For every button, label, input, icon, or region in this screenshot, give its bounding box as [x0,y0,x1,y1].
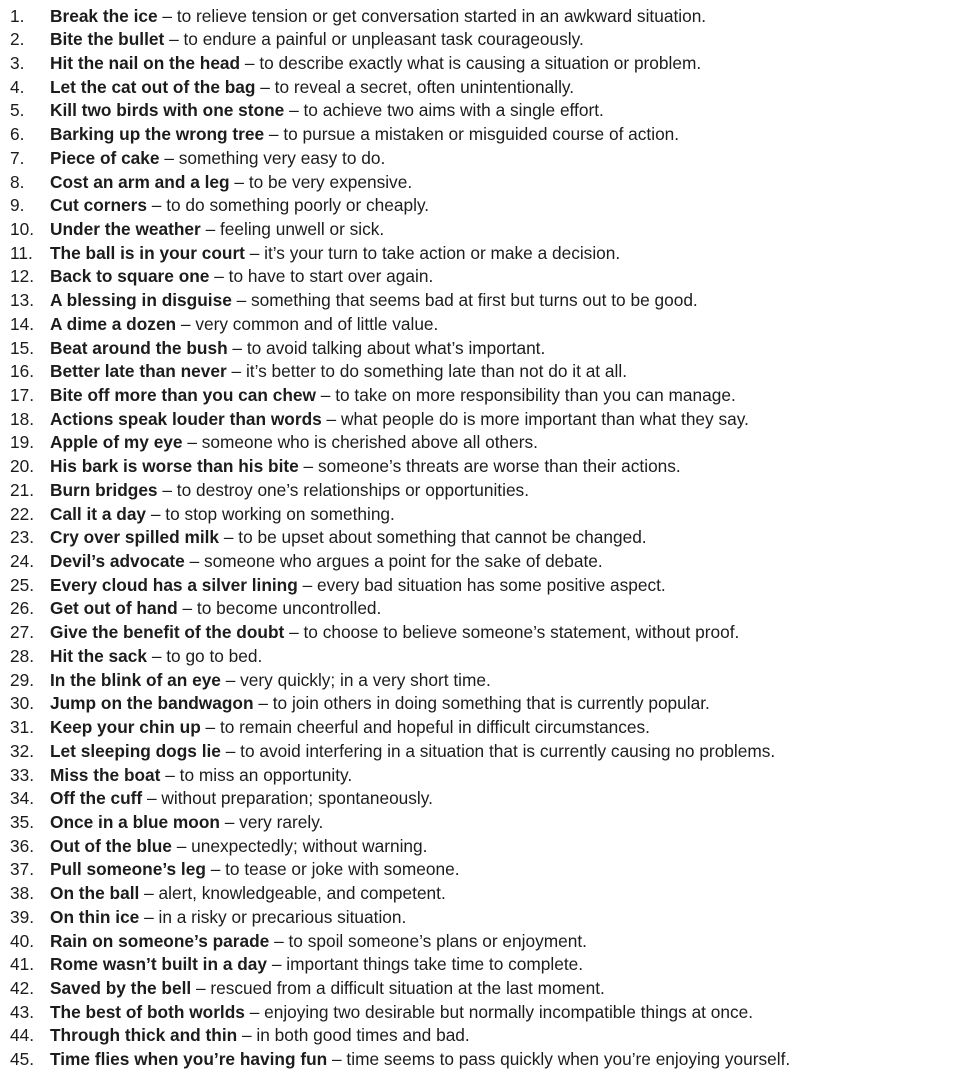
idiom-meaning: it’s better to do something late than not do it at all. [245,361,628,382]
idiom-meaning: to be very expensive. [248,171,413,192]
dash-separator: – [321,408,341,429]
dash-separator: – [231,290,252,311]
idiom-meaning: to remain cheerful and hopeful in difficult circumstances. [219,717,650,738]
dash-separator: – [142,788,162,809]
idiom-phrase: In the blink of an eye [50,669,221,690]
idiom-phrase: On thin ice [50,906,140,927]
idiom-entry [50,645,262,669]
idiom-entry [50,882,446,906]
dash-separator: – [219,811,240,832]
idiom-meaning: to avoid talking about what’s important. [246,337,546,358]
dash-separator: – [191,977,211,998]
idiom-meaning: feeling unwell or sick. [219,218,385,239]
idiom-entry [50,360,627,384]
item-number: 40. [10,930,35,951]
idiom-entry [50,194,429,218]
item-number: 6. [10,124,25,145]
dash-separator: – [284,622,304,643]
idiom-entry [50,787,433,811]
idiom-entry [50,764,352,788]
idiom-entry [50,669,491,693]
item-number: 36. [10,835,35,856]
idiom-meaning: to destroy one’s relationships or opportunities. [176,479,529,500]
idiom-entry [50,76,574,100]
item-number: 14. [10,313,35,334]
idiom-entry [50,835,427,859]
item-number: 29. [10,669,35,690]
dash-separator: – [240,52,260,73]
idiom-entry [50,408,749,432]
idiom-entry [50,1024,470,1048]
item-number: 32. [10,740,35,761]
idiom-meaning: every bad situation has some positive aspect. [317,574,666,595]
item-number: 24. [10,551,35,572]
idiom-phrase: Let the cat out of the bag [50,76,256,97]
dash-separator: – [255,76,275,97]
idiom-entry [50,242,620,266]
dash-separator: – [146,503,166,524]
idiom-entry [50,574,666,598]
idiom-meaning: in both good times and bad. [256,1025,470,1046]
idiom-meaning: in a risky or precarious situation. [158,906,407,927]
item-number: 35. [10,811,35,832]
item-number: 38. [10,883,35,904]
idiom-entry [50,289,698,313]
dash-separator: – [160,764,180,785]
idiom-phrase: Cost an arm and a leg [50,171,230,192]
idiom-entry [50,431,538,455]
dash-separator: – [157,479,177,500]
dash-separator: – [182,432,202,453]
idiom-phrase: Through thick and thin [50,1025,238,1046]
idiom-meaning: something that seems bad at first but turns out to be good. [251,290,698,311]
idiom-meaning: what people do is more important than what they say. [340,408,749,429]
item-number: 4. [10,76,25,97]
item-number: 31. [10,717,35,738]
idiom-phrase: Kill two birds with one stone [50,100,285,121]
dash-separator: – [147,195,167,216]
item-number: 41. [10,954,35,975]
idiom-meaning: to endure a painful or unpleasant task courageously. [183,29,584,50]
idiom-meaning: to spoil someone’s plans or enjoyment. [288,930,587,951]
idiom-phrase: Piece of cake [50,147,160,168]
item-number: 23. [10,527,35,548]
dash-separator: – [220,669,241,690]
idiom-phrase: On the ball [50,883,140,904]
idiom-entry [50,930,587,954]
idiom-entry [50,218,384,242]
idiom-meaning: to stop working on something. [165,503,395,524]
dash-separator: – [244,242,265,263]
idiom-entry [50,550,603,574]
idiom-meaning: very common and of little value. [195,313,439,334]
item-number: 45. [10,1049,35,1070]
idiom-meaning: someone’s threats are worse than their actions. [317,456,681,477]
dash-separator: – [253,693,273,714]
item-number: 33. [10,764,35,785]
idiom-entry [50,5,706,29]
idiom-meaning: to miss an opportunity. [179,764,353,785]
item-number: 11. [10,242,33,263]
dash-separator: – [227,337,247,358]
idiom-entry [50,52,701,76]
dash-separator: – [184,551,205,572]
item-number: 43. [10,1001,35,1022]
idiom-entry [50,906,406,930]
idiom-meaning: to tease or joke with someone. [225,859,460,880]
idiom-meaning: without preparation; spontaneously. [161,788,433,809]
idiom-phrase: A blessing in disguise [50,290,232,311]
dash-separator: – [209,266,229,287]
idiom-meaning: someone who argues a point for the sake of debate. [204,551,603,572]
dash-separator: – [200,218,220,239]
idiom-entry [50,740,775,764]
idiom-phrase: Under the weather [50,218,201,239]
idiom-meaning: to reveal a secret, often unintentionally. [274,76,575,97]
item-number: 7. [10,147,25,168]
item-number: 34. [10,788,35,809]
item-number: 12. [10,266,35,287]
idiom-phrase: Cut corners [50,195,147,216]
idiom-entry [50,621,739,645]
idiom-phrase: A dime a dozen [50,313,177,334]
idiom-entry [50,313,438,337]
item-number: 15. [10,337,35,358]
item-number: 30. [10,693,35,714]
idiom-meaning: unexpectedly; without warning. [191,835,428,856]
idiom-entry [50,479,529,503]
dash-separator: – [264,124,284,145]
idiom-meaning: to take on more responsibility than you can manage. [335,385,736,405]
idiom-phrase: Actions speak louder than words [50,408,322,429]
idiom-meaning: to join others in doing something that is currently popular. [272,693,710,714]
dash-separator: – [157,5,177,26]
idiom-phrase: Off the cuff [50,788,143,809]
idiom-phrase: The best of both worlds [50,1001,245,1022]
idiom-phrase: The ball is in your court [50,242,245,263]
idiom-entry [50,99,604,123]
dash-separator: – [177,598,197,619]
dash-separator: – [171,835,192,856]
idiom-meaning: to avoid interfering in a situation that is currently causing no problems. [240,740,776,761]
idiom-meaning: to relieve tension or get conversation started in an awkward situation. [176,5,707,26]
idiom-phrase: Apple of my eye [50,432,183,453]
dash-separator: – [226,361,246,382]
idiom-phrase: Devil’s advocate [50,551,185,572]
item-number: 3. [10,52,25,73]
item-number: 5. [10,100,25,121]
idiom-phrase: Hit the nail on the head [50,52,241,73]
idiom-phrase: Give the benefit of the doubt [50,622,285,643]
idiom-phrase: Keep your chin up [50,717,201,738]
dash-separator: – [176,313,196,334]
idiom-entry [50,337,545,361]
item-number: 42. [10,977,35,998]
idiom-meaning: to achieve two aims with a single effort. [303,100,604,121]
item-number: 37. [10,859,35,880]
idiom-meaning: to have to start over again. [228,266,434,287]
idiom-phrase: Burn bridges [50,479,158,500]
idiom-meaning: to describe exactly what is causing a situation or problem. [259,52,702,73]
idiom-entry [50,147,385,171]
idiom-meaning: important things take time to complete. [286,954,584,975]
idiom-phrase: Once in a blue moon [50,811,220,832]
idiom-meaning: rescued from a difficult situation at the last moment. [210,977,605,998]
idiom-meaning: to be upset about something that cannot be changed. [238,527,647,548]
dash-separator: – [315,385,336,405]
dash-separator: – [147,645,167,666]
idiom-phrase: Break the ice [50,5,158,26]
item-number: 26. [10,598,35,619]
dash-separator: – [139,883,159,904]
idiom-meaning: enjoying two desirable but normally incompatible things at once. [264,1001,754,1022]
idiom-meaning: to choose to believe someone’s statement, without proof. [303,622,740,643]
idiom-meaning: time seems to pass quickly when you’re enjoying yourself. [346,1049,791,1070]
idiom-meaning: to become uncontrolled. [196,598,382,619]
idiom-meaning: something very easy to do. [178,147,386,168]
idiom-entry [50,1001,753,1025]
idiom-phrase: Back to square one [50,266,210,287]
dash-separator: – [327,1049,347,1070]
dash-separator: – [229,171,249,192]
dash-separator: – [284,100,304,121]
idiom-entry [50,977,605,1001]
idiom-entry [50,953,583,977]
idiom-phrase: Cry over spilled milk [50,527,220,548]
idiom-meaning: it’s your turn to take action or make a decision. [264,242,621,263]
idiom-entry [50,716,650,740]
idiom-phrase: Bite off more than you can chew [50,385,316,405]
idiom-phrase: Saved by the bell [50,977,192,998]
idiom-phrase: Better late than never [50,361,227,382]
item-number: 22. [10,503,35,524]
item-number: 16. [10,361,35,382]
dash-separator: – [297,574,318,595]
dash-separator: – [267,954,287,975]
idiom-phrase: Beat around the bush [50,337,228,358]
idiom-entry [50,455,681,479]
item-number: 17. [10,385,35,405]
dash-separator: – [237,1025,257,1046]
idiom-meaning: very quickly; in a very short time. [240,669,491,690]
dash-separator: – [220,740,241,761]
idiom-entry [50,171,412,195]
dash-separator: – [205,859,226,880]
dash-separator: – [159,147,179,168]
idiom-entry [50,265,433,289]
item-number: 10. [10,218,35,239]
item-number: 19. [10,432,35,453]
idiom-entry [50,123,679,147]
idiom-phrase: Rain on someone’s parade [50,930,270,951]
idiom-entry [50,597,381,621]
idiom-phrase: Barking up the wrong tree [50,124,265,145]
idiom-entry [50,384,736,408]
item-number: 25. [10,574,35,595]
item-number: 18. [10,408,35,429]
idiom-phrase: Call it a day [50,503,147,524]
idiom-phrase: Hit the sack [50,645,148,666]
dash-separator: – [298,456,318,477]
item-number: 21. [10,479,35,500]
idiom-entry [50,526,647,550]
idiom-entry [50,503,395,527]
idiom-meaning: to pursue a mistaken or misguided course of action. [283,124,680,145]
idiom-meaning: to go to bed. [166,645,263,666]
idiom-meaning: alert, knowledgeable, and competent. [158,883,446,904]
item-number: 1. [10,5,25,26]
dash-separator: – [269,930,289,951]
idiom-phrase: Bite the bullet [50,29,165,50]
idiom-entry [50,811,323,835]
dash-separator: – [139,906,159,927]
idiom-entry [50,692,710,716]
dash-separator: – [200,717,220,738]
idiom-phrase: Get out of hand [50,598,178,619]
idiom-meaning: to do something poorly or cheaply. [166,195,430,216]
idiom-meaning: very rarely. [239,811,324,832]
dash-separator: – [164,29,184,50]
item-number: 44. [10,1025,35,1046]
idiom-phrase: Time flies when you’re having fun [50,1049,328,1070]
item-number: 28. [10,645,35,666]
idiom-phrase: Rome wasn’t built in a day [50,954,268,975]
idiom-meaning: someone who is cherished above all others. [201,432,538,453]
item-number: 2. [10,29,25,50]
item-number: 8. [10,171,25,192]
idiom-phrase: Miss the boat [50,764,161,785]
idiom-phrase: Out of the blue [50,835,172,856]
idiom-phrase: Pull someone’s leg [50,859,206,880]
item-number: 20. [10,456,35,477]
idiom-entry [50,28,584,52]
idiom-phrase: Every cloud has a silver lining [50,574,298,595]
idiom-phrase: Jump on the bandwagon [50,693,254,714]
dash-separator: – [219,527,239,548]
idiom-entry [50,858,460,882]
item-number: 39. [10,906,35,927]
item-number: 27. [10,622,35,643]
idiom-entry [50,1048,790,1072]
item-number: 9. [10,195,25,216]
idiom-phrase: Let sleeping dogs lie [50,740,221,761]
item-number: 13. [10,290,35,311]
dash-separator: – [244,1001,265,1022]
idiom-phrase: His bark is worse than his bite [50,456,299,477]
